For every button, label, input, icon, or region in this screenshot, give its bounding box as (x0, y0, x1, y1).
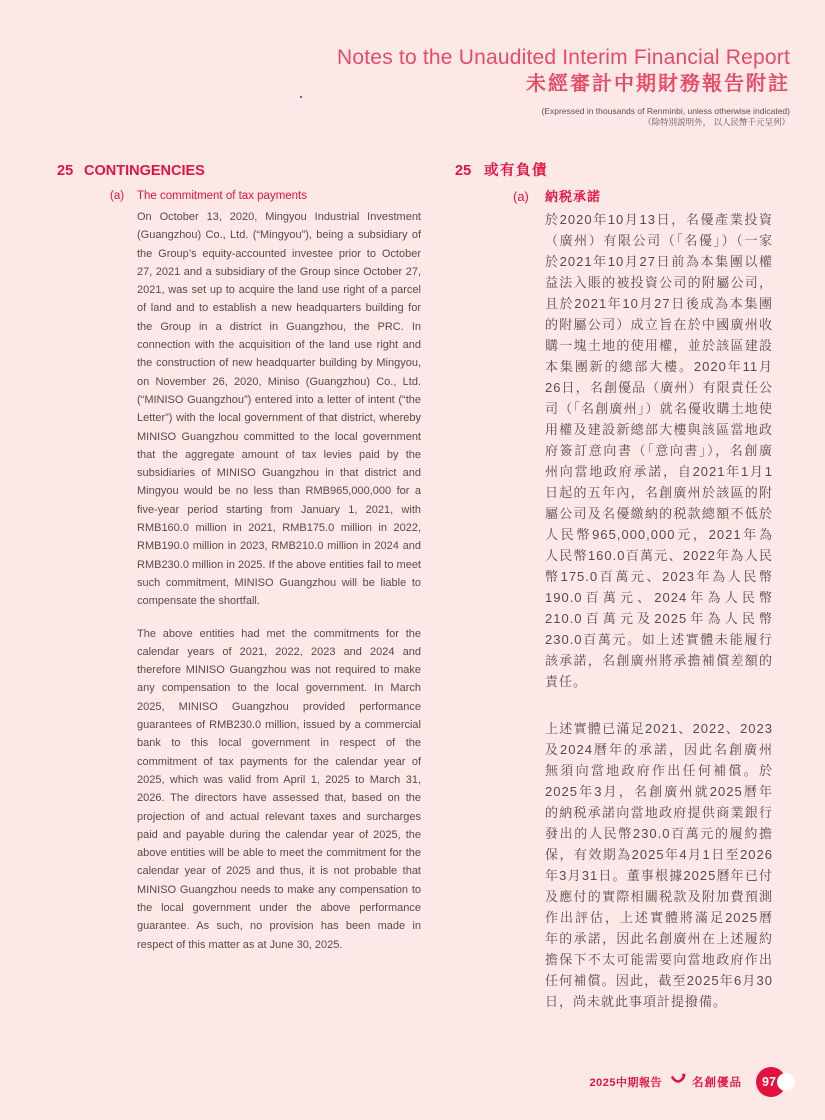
item-title-en: The commitment of tax payments (137, 190, 308, 202)
subtitle-zh: （除特別説明外， 以人民幣千元呈列） (643, 117, 790, 127)
paragraph-en-2: The above entities had met the commitments for the calendar years of 2021, 2022, 2023 and 2024 and therefore MINISO Guangzhou was not required to make any compensation to the local government. In March 2025, MINISO Guangzhou provided performance guarantees of RMB230.0 million, issued by a commercial bank to this local government in respect of the commitment of tax payments for the calendar year of 2025, which was valid from April 1, 2025 to March 31, 2026. The directors have assessed that, based on the projection of and actual relevant taxes and surcharges paid and payable during the calendar year of 2025, the above entities will be able to meet the commitment for the calendar year of 2025 and thus, it is not probable that MINISO Guangzhou needs to make any compensation to the local government under the above performance guarantee. As such, no provision has been made in respect of this matter as at June 30, 2025. (137, 627, 421, 951)
section-heading-en (57, 163, 423, 180)
paragraph-zh-1: 於2020年10月13日，名優產業投資（廣州）有限公司（「名優」）（一家於2021年10月27日前為本集團以權益法入賬的被投資公司的附屬公司，且於2021年10月27日後成為本集團的附屬公司）成立旨在於中國廣州收購一塊土地的使用權，並於該區建設本集團新的總部大樓。2020年11月26日，名創優品（廣州）有限責任公司（「名創廣州」）就名優收購土地使用權及建設新總部大樓與該區當地政府簽訂意向書（「意向書」），名創廣州向當地政府承諾，自2021年1月1日起的五年內，名創廣州於該區的附屬公司及名優繳納的税款總額不低於人民幣965,000,000元，2021年為人民幣160.0百萬元、2022年為人民幣175.0百萬元、2023年為人民幣190.0百萬元、2024年為人民幣210.0百萬元及2025年為人民幣230.0百萬元。如上述實體未能履行該承諾，名創廣州將承擔補償差額的責任。 (545, 212, 773, 689)
item-label-en: (a) (110, 190, 125, 202)
section-title-zh: 或有負債 (484, 163, 548, 179)
page-header (337, 45, 790, 128)
print-artifact-dot (300, 96, 302, 98)
section-title-en: CONTINGENCIES (84, 163, 205, 179)
subtitle-en: (Expressed in thousands of Renminbi, unless otherwise indicated) (541, 106, 790, 116)
item-heading-en (110, 189, 423, 203)
report-label: 2025中期報告 (589, 1077, 662, 1089)
section-number-zh: 25 (455, 163, 472, 179)
badge-dot (777, 1073, 795, 1091)
page-title-en: Notes to the Unaudited Interim Financial Report (337, 46, 790, 69)
section-number-en: 25 (57, 163, 74, 179)
section-heading-zh (455, 163, 780, 180)
paragraph-zh-2: 上述實體已滿足2021、2022、2023及2024曆年的承諾，因此名創廣州無須向當地政府作出任何補償。於2025年3月，名創廣州就2025曆年的納税承諾向當地政府提供商業銀行發出的人民幣230.0百萬元的履約擔保，有效期為2025年4月1日至2026年3月31日。董事根據2025曆年已付及應付的實際相關税款及附加費預測作出評估，上述實體將滿足2025曆年的承諾，因此名創廣州在上述履約擔保下不太可能需要向當地政府作出任何補償。因此，截至2025年6月30日，尚未就此事項計提撥備。 (545, 721, 773, 1009)
item-title-zh: 納税承諾 (545, 189, 602, 204)
page-footer (590, 1067, 786, 1097)
page-number: 97 (762, 1075, 776, 1089)
paragraph-en-1: On October 13, 2020, Mingyou Industrial Investment (Guangzhou) Co., Ltd. (“Mingyou”), being a subsidiary of the Group’s equity-accounted investee prior to October 27, 2021 and a subsidiary of the Group since October 27, 2021, was set up to acquire the land use right of a parcel of land and to establish a new headquarters building for the Group in a district in Guangzhou, the PRC. In connection with the acquisition of the land use right and the construction of new headquarter building by Mingyou, on November 26, 2020, Miniso (Guangzhou) Co., Ltd. (“MINISO Guangzhou”) entered into a letter of intent (“the Letter”) with the local government of that district, whereby MINISO Guangzhou committed to the local government that the aggregate amount of tax levies paid by the subsidiaries of MINISO Guangzhou in that district and Mingyou would be no less than RMB965,000,000 for a five-year period starting from January 1, 2021, with RMB160.0 million in 2021, RMB175.0 million in 2022, RMB190.0 million in 2023, RMB210.0 million in 2024 and RMB230.0 million in 2025. If the above entities fail to meet such commitment, MINISO Guangzhou will be liable to compensate the shortfall. (137, 211, 421, 608)
page-number-badge (756, 1067, 786, 1097)
item-label-zh: (a) (513, 189, 529, 204)
section-contingencies-zh (455, 163, 780, 1012)
brand-name: 名創優品 (692, 1077, 742, 1089)
item-heading-zh (513, 189, 780, 204)
page-title-zh: 未經審計中期財務報告附註 (526, 73, 790, 95)
miniso-smile-icon (670, 1073, 686, 1092)
section-contingencies-en (57, 163, 423, 954)
header-subtitles (337, 106, 790, 128)
